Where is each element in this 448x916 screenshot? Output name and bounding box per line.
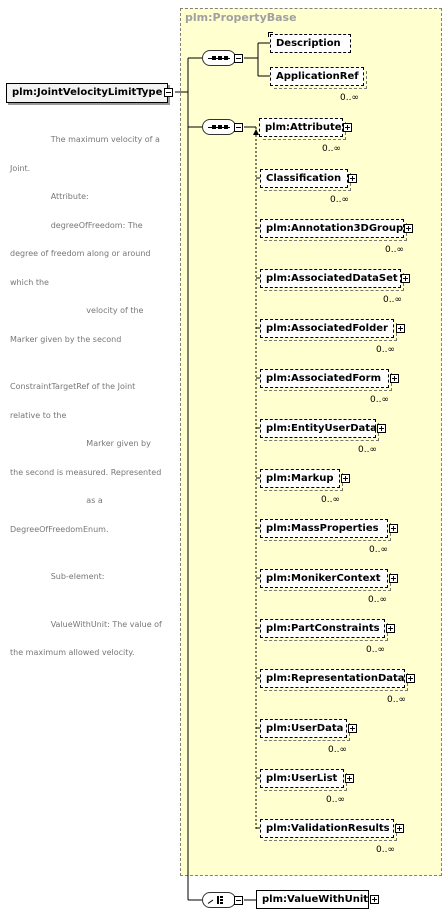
user-data-occurs: 0..∞ xyxy=(328,745,347,755)
entity-user-data-node[interactable] xyxy=(260,419,376,438)
root-type-node[interactable] xyxy=(6,83,168,103)
associated-folder-label: plm:AssociatedFolder xyxy=(266,323,388,334)
value-with-unit-expand-icon[interactable] xyxy=(370,895,379,904)
annotation3dgroup-expand-icon[interactable] xyxy=(404,224,413,233)
attribute-occurs: 0..∞ xyxy=(322,144,341,154)
part-constraints-expand-icon[interactable] xyxy=(386,624,395,633)
user-list-node[interactable] xyxy=(260,769,344,788)
choice-icon[interactable] xyxy=(202,892,236,908)
moniker-context-occurs: 0..∞ xyxy=(368,595,387,605)
part-constraints-occurs: 0..∞ xyxy=(366,645,385,655)
markup-expand-icon[interactable] xyxy=(341,474,350,483)
entity-user-data-label: plm:EntityUserData xyxy=(266,423,377,434)
annotation3dgroup-occurs: 0..∞ xyxy=(385,245,404,255)
root-collapse-icon[interactable] xyxy=(164,88,173,97)
annotation3dgroup-label: plm:Annotation3DGroup xyxy=(266,223,404,234)
moniker-context-node[interactable] xyxy=(260,569,388,588)
markup-occurs: 0..∞ xyxy=(321,495,340,505)
first-sequence-icon[interactable] xyxy=(202,50,236,66)
representation-data-expand-icon[interactable] xyxy=(406,674,415,683)
associated-folder-expand-icon[interactable] xyxy=(396,324,405,333)
user-data-label: plm:UserData xyxy=(266,723,344,734)
attribute-expand-icon[interactable] xyxy=(343,123,352,132)
type-description: The maximum velocity of a Joint. Attribute: degreeOfFreedom: The degree of freedom along or around which the velocity of the Marker given by the second ConstraintTargetRef of the Joint relative to the Marker given by the second is measured. Represented as a DegreeOfFreedomEnum. Sub-element: ValueWithUnit: The value of the maximum allowed velocity. xyxy=(10,135,162,657)
representation-data-node[interactable] xyxy=(260,669,405,688)
choice-collapse-icon[interactable] xyxy=(234,896,243,905)
second-sequence-icon[interactable] xyxy=(202,119,236,135)
description-optional-marker xyxy=(268,32,273,37)
root-type-label: plm:JointVelocityLimitType xyxy=(12,87,163,98)
validation-results-occurs: 0..∞ xyxy=(376,845,395,855)
user-data-node[interactable] xyxy=(260,719,347,738)
attribute-label: plm:Attribute xyxy=(265,122,342,133)
application-ref-label: ApplicationRef xyxy=(276,71,359,82)
validation-results-node[interactable] xyxy=(260,819,394,838)
mass-properties-node[interactable] xyxy=(260,519,388,538)
description-label: Description xyxy=(276,38,341,49)
description-node[interactable] xyxy=(270,34,351,53)
user-list-occurs: 0..∞ xyxy=(326,795,345,805)
associated-form-expand-icon[interactable] xyxy=(390,374,399,383)
associated-folder-occurs: 0..∞ xyxy=(376,345,395,355)
user-list-expand-icon[interactable] xyxy=(345,774,354,783)
associated-dataset-expand-icon[interactable] xyxy=(401,274,410,283)
entity-user-data-occurs: 0..∞ xyxy=(358,445,377,455)
application-ref-occurs: 0..∞ xyxy=(340,93,359,103)
associated-folder-node[interactable] xyxy=(260,319,394,338)
annotation3dgroup-node[interactable] xyxy=(260,219,404,238)
user-data-expand-icon[interactable] xyxy=(348,724,357,733)
application-ref-node[interactable] xyxy=(270,67,364,86)
mass-properties-label: plm:MassProperties xyxy=(266,523,379,534)
associated-dataset-label: plm:AssociatedDataSet xyxy=(266,273,398,284)
associated-form-node[interactable] xyxy=(260,369,389,388)
first-sequence-collapse-icon[interactable] xyxy=(234,54,243,63)
entity-user-data-expand-icon[interactable] xyxy=(377,424,386,433)
user-list-label: plm:UserList xyxy=(266,773,338,784)
validation-results-expand-icon[interactable] xyxy=(395,824,404,833)
associated-form-label: plm:AssociatedForm xyxy=(266,373,381,384)
associated-dataset-node[interactable] xyxy=(260,269,401,288)
classification-label: Classification xyxy=(266,173,342,184)
classification-occurs: 0..∞ xyxy=(330,195,349,205)
attribute-marker-icon xyxy=(253,129,259,135)
representation-data-label: plm:RepresentationData xyxy=(266,673,405,684)
moniker-context-expand-icon[interactable] xyxy=(389,574,398,583)
moniker-context-label: plm:MonikerContext xyxy=(266,573,381,584)
associated-dataset-occurs: 0..∞ xyxy=(383,295,402,305)
attribute-node[interactable] xyxy=(259,118,343,137)
part-constraints-label: plm:PartConstraints xyxy=(266,623,380,634)
value-with-unit-node[interactable] xyxy=(256,890,369,909)
associated-form-occurs: 0..∞ xyxy=(370,395,389,405)
mass-properties-occurs: 0..∞ xyxy=(369,545,388,555)
validation-results-label: plm:ValidationResults xyxy=(266,823,390,834)
classification-node[interactable] xyxy=(260,169,348,188)
representation-data-occurs: 0..∞ xyxy=(387,695,406,705)
group-title: plm:PropertyBase xyxy=(185,11,297,24)
mass-properties-expand-icon[interactable] xyxy=(389,524,398,533)
classification-expand-icon[interactable] xyxy=(348,174,357,183)
markup-label: plm:Markup xyxy=(266,473,334,484)
markup-node[interactable] xyxy=(260,469,340,488)
second-sequence-collapse-icon[interactable] xyxy=(234,123,243,132)
part-constraints-node[interactable] xyxy=(260,619,385,638)
value-with-unit-label: plm:ValueWithUnit xyxy=(262,894,369,905)
